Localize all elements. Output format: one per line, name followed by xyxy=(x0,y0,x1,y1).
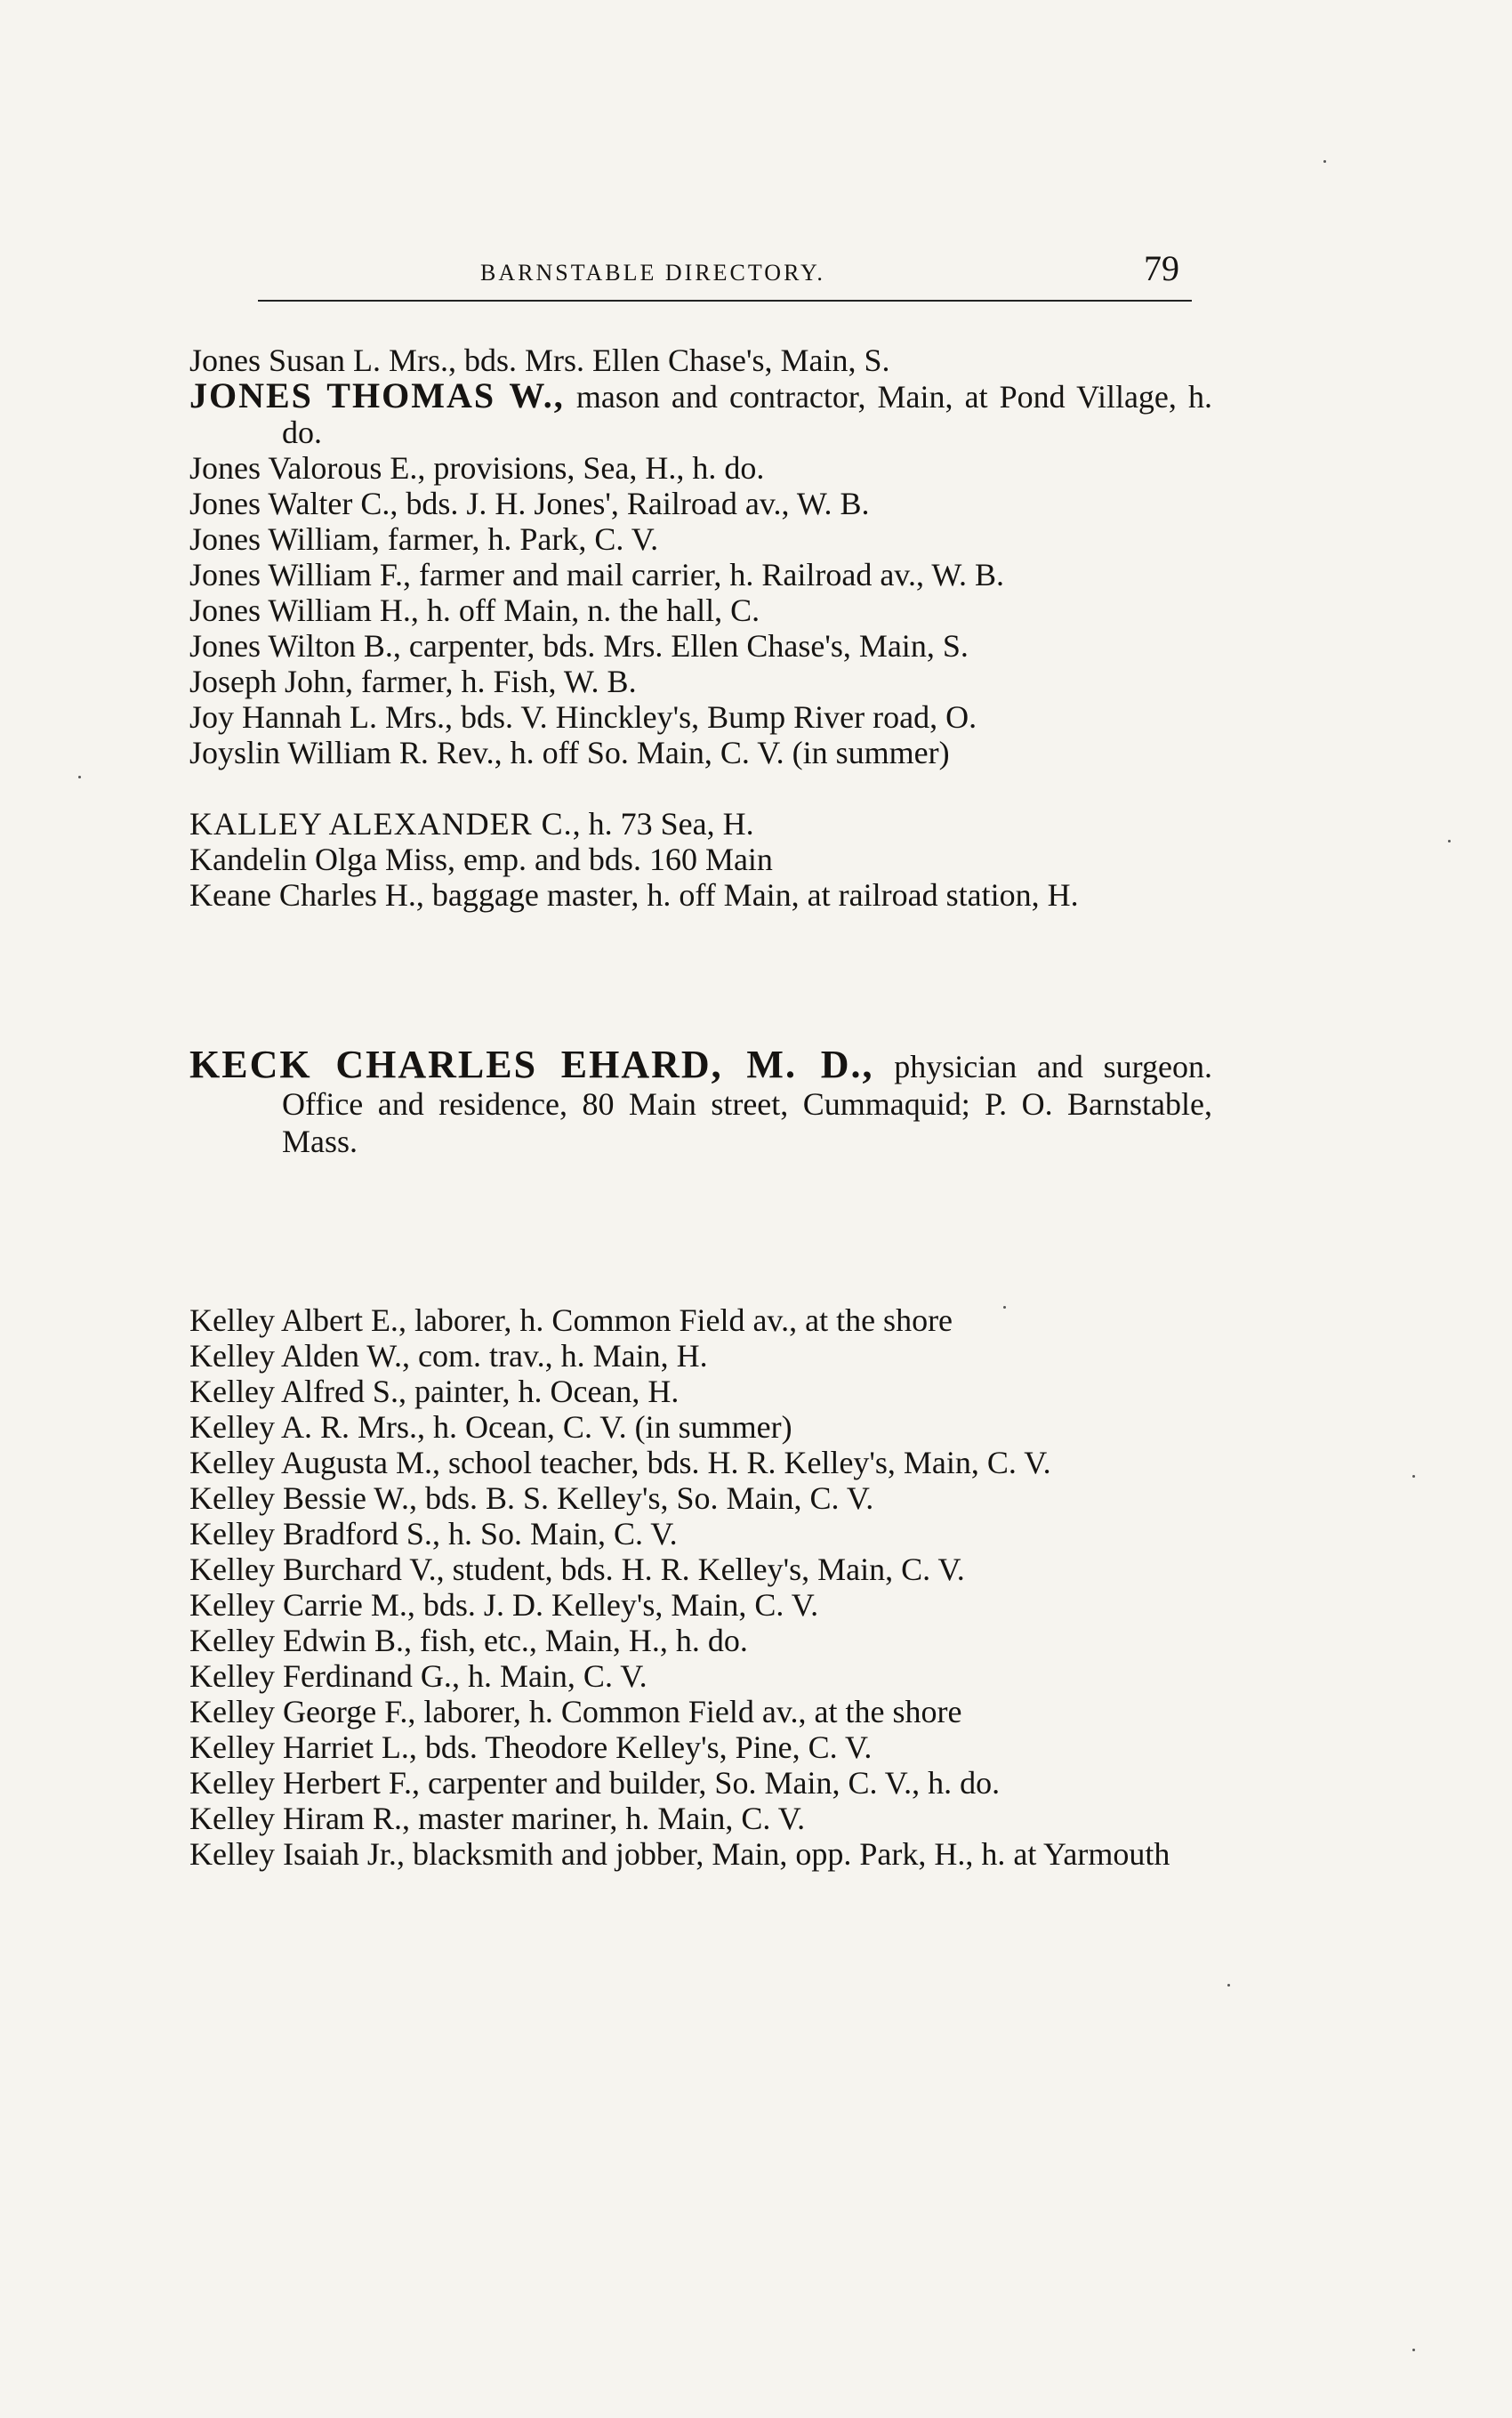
list-item xyxy=(189,557,1212,592)
list-item xyxy=(189,521,1212,557)
list-item xyxy=(189,1801,1212,1836)
paper-speck xyxy=(1003,1306,1006,1309)
entries-group-k2 xyxy=(189,1302,1212,1872)
entry-name: KECK CHARLES EHARD, M. D., xyxy=(189,1043,874,1086)
entry-name: Kelley Isaiah Jr. xyxy=(189,1836,397,1872)
entry-details: , h. Ocean, C. V. (in summer) xyxy=(417,1409,792,1445)
entry-details: , h. 73 Sea, H. xyxy=(572,806,754,842)
list-item xyxy=(189,343,1212,378)
list-item xyxy=(189,1409,1212,1445)
entry-details: , farmer and mail carrier, h. Railroad av., W. B. xyxy=(403,557,1004,592)
entry-name: Kelley Alfred S. xyxy=(189,1374,398,1409)
list-item xyxy=(189,1480,1212,1516)
list-item xyxy=(189,806,1212,842)
list-item xyxy=(189,628,1212,664)
entry-details: , emp. and bds. 160 Main xyxy=(446,842,773,877)
section-spacer xyxy=(189,1160,1212,1302)
entry-name: Kelley Hiram R. xyxy=(189,1801,402,1836)
entry-details: , blacksmith and jobber, Main, opp. Park, H., h. at Yarmouth xyxy=(396,1836,1170,1872)
entry-details: physician and surgeon. Office and residence, 80 Main street, Cummaquid; P. O. Barnstable, Mass. xyxy=(282,1049,1212,1159)
list-item xyxy=(189,592,1212,628)
list-item xyxy=(189,1374,1212,1409)
entry-details: , provisions, Sea, H., h. do. xyxy=(417,450,765,486)
entry-name: Joyslin William R. Rev. xyxy=(189,735,495,770)
entry-details: , bds. J. H. Jones', Railroad av., W. B. xyxy=(390,486,870,521)
list-item xyxy=(189,1658,1212,1694)
entry-details: , laborer, h. Common Field av., at the shore xyxy=(398,1302,953,1338)
entry-name: Kelley Harriet L. xyxy=(189,1729,409,1765)
list-item xyxy=(189,450,1212,486)
entry-name: Jones William xyxy=(189,521,372,557)
section-spacer xyxy=(189,913,1212,1046)
entry-name: Jones Walter C. xyxy=(189,486,390,521)
entry-name: Kelley Albert E. xyxy=(189,1302,398,1338)
entry-name: Kelley Burchard V. xyxy=(189,1552,437,1587)
list-item xyxy=(189,1623,1212,1658)
list-item xyxy=(189,1765,1212,1801)
entry-name: Kandelin Olga Miss xyxy=(189,842,447,877)
paper-speck xyxy=(78,776,81,778)
entry-details: , carpenter, bds. Mrs. Ellen Chase's, Main, S. xyxy=(392,628,969,664)
entry-name: Jones William F. xyxy=(189,557,404,592)
section-spacer xyxy=(189,770,1212,806)
entry-details: , farmer, h. Park, C. V. xyxy=(371,521,659,557)
entry-name: Jones Valorous E. xyxy=(189,450,418,486)
entry-details: , bds. Theodore Kelley's, Pine, C. V. xyxy=(408,1729,873,1765)
entry-name: Kelley Herbert F. xyxy=(189,1765,413,1801)
list-item xyxy=(189,1338,1212,1374)
entry-name: Kelley Edwin B. xyxy=(189,1623,404,1658)
list-item xyxy=(189,486,1212,521)
entry-details: , farmer, h. Fish, W. B. xyxy=(345,664,637,699)
page-number: 79 xyxy=(1144,248,1179,288)
list-item xyxy=(189,699,1212,735)
entry-details: mason and contractor, Main, at Pond Village, h. do. xyxy=(282,379,1212,450)
list-item xyxy=(189,1694,1212,1729)
list-item xyxy=(189,735,1212,770)
entry-details: , bds. J. D. Kelley's, Main, C. V. xyxy=(406,1587,819,1623)
entry-name: Jones Wilton B. xyxy=(189,628,393,664)
entry-name: Kelley Alden W. xyxy=(189,1338,402,1374)
running-head: BARNSTABLE DIRECTORY. xyxy=(480,260,825,286)
paper-speck xyxy=(1412,1475,1415,1478)
entry-details: , bds. B. S. Kelley's, So. Main, C. V. xyxy=(408,1480,874,1516)
paper-speck xyxy=(1412,2349,1415,2351)
list-item xyxy=(189,842,1212,877)
page-header xyxy=(187,233,1192,304)
entry-name: Kelley Augusta M. xyxy=(189,1445,432,1480)
entry-name: Jones Susan L. Mrs. xyxy=(189,343,449,378)
entry-name: Kelley George F. xyxy=(189,1694,408,1729)
entry-name: KALLEY ALEXANDER C. xyxy=(189,806,573,842)
paper-speck xyxy=(1448,840,1451,842)
entry-details: , h. So. Main, C. V. xyxy=(431,1516,678,1552)
entry-name: Kelley A. R. Mrs. xyxy=(189,1409,417,1445)
entry-details: , student, bds. H. R. Kelley's, Main, C. V. xyxy=(436,1552,965,1587)
entry-name: Joseph John xyxy=(189,664,346,699)
list-item xyxy=(189,1836,1212,1872)
entry-name: Jones William H. xyxy=(189,592,411,628)
entry-details: , school teacher, bds. H. R. Kelley's, Main, C. V. xyxy=(431,1445,1051,1480)
entry-details: , h. Main, C. V. xyxy=(451,1658,647,1694)
list-item xyxy=(189,375,1212,450)
paper-speck xyxy=(1227,1984,1230,1987)
entries-group-k1 xyxy=(189,806,1212,913)
list-item xyxy=(189,664,1212,699)
entry-details: , bds. Mrs. Ellen Chase's, Main, S. xyxy=(448,343,890,378)
list-item xyxy=(189,1445,1212,1480)
entry-details: , master mariner, h. Main, C. V. xyxy=(401,1801,806,1836)
entry-details: , fish, etc., Main, H., h. do. xyxy=(403,1623,748,1658)
list-item xyxy=(189,1729,1212,1765)
entry-details: , painter, h. Ocean, H. xyxy=(398,1374,680,1409)
list-item xyxy=(189,1552,1212,1587)
list-item xyxy=(189,1516,1212,1552)
entry-name: Kelley Bradford S. xyxy=(189,1516,432,1552)
entry-details: , baggage master, h. off Main, at railroad station, H. xyxy=(415,877,1079,913)
entry-details: , laborer, h. Common Field av., at the shore xyxy=(407,1694,962,1729)
entry-name: Joy Hannah L. Mrs. xyxy=(189,699,445,735)
entry-name: Kelley Bessie W. xyxy=(189,1480,409,1516)
entry-details: , h. off So. Main, C. V. (in summer) xyxy=(494,735,950,770)
entry-details: , bds. V. Hinckley's, Bump River road, O. xyxy=(444,699,977,735)
entry-details: , com. trav., h. Main, H. xyxy=(401,1338,708,1374)
entry-details: , h. off Main, n. the hall, C. xyxy=(410,592,760,628)
directory-entries xyxy=(189,343,1212,1872)
entry-name: Keane Charles H. xyxy=(189,877,416,913)
list-item xyxy=(189,1587,1212,1623)
entry-name: Kelley Ferdinand G. xyxy=(189,1658,452,1694)
entry-details: , carpenter and builder, So. Main, C. V., h. do. xyxy=(412,1765,1001,1801)
entry-name: Kelley Carrie M. xyxy=(189,1587,407,1623)
header-rule xyxy=(258,300,1192,302)
paper-speck xyxy=(1323,160,1326,163)
list-item xyxy=(189,1302,1212,1338)
entry-name: JONES THOMAS W., xyxy=(189,375,565,415)
entries-group-j xyxy=(189,343,1212,770)
featured-entry xyxy=(189,1043,1212,1160)
list-item xyxy=(189,877,1212,913)
